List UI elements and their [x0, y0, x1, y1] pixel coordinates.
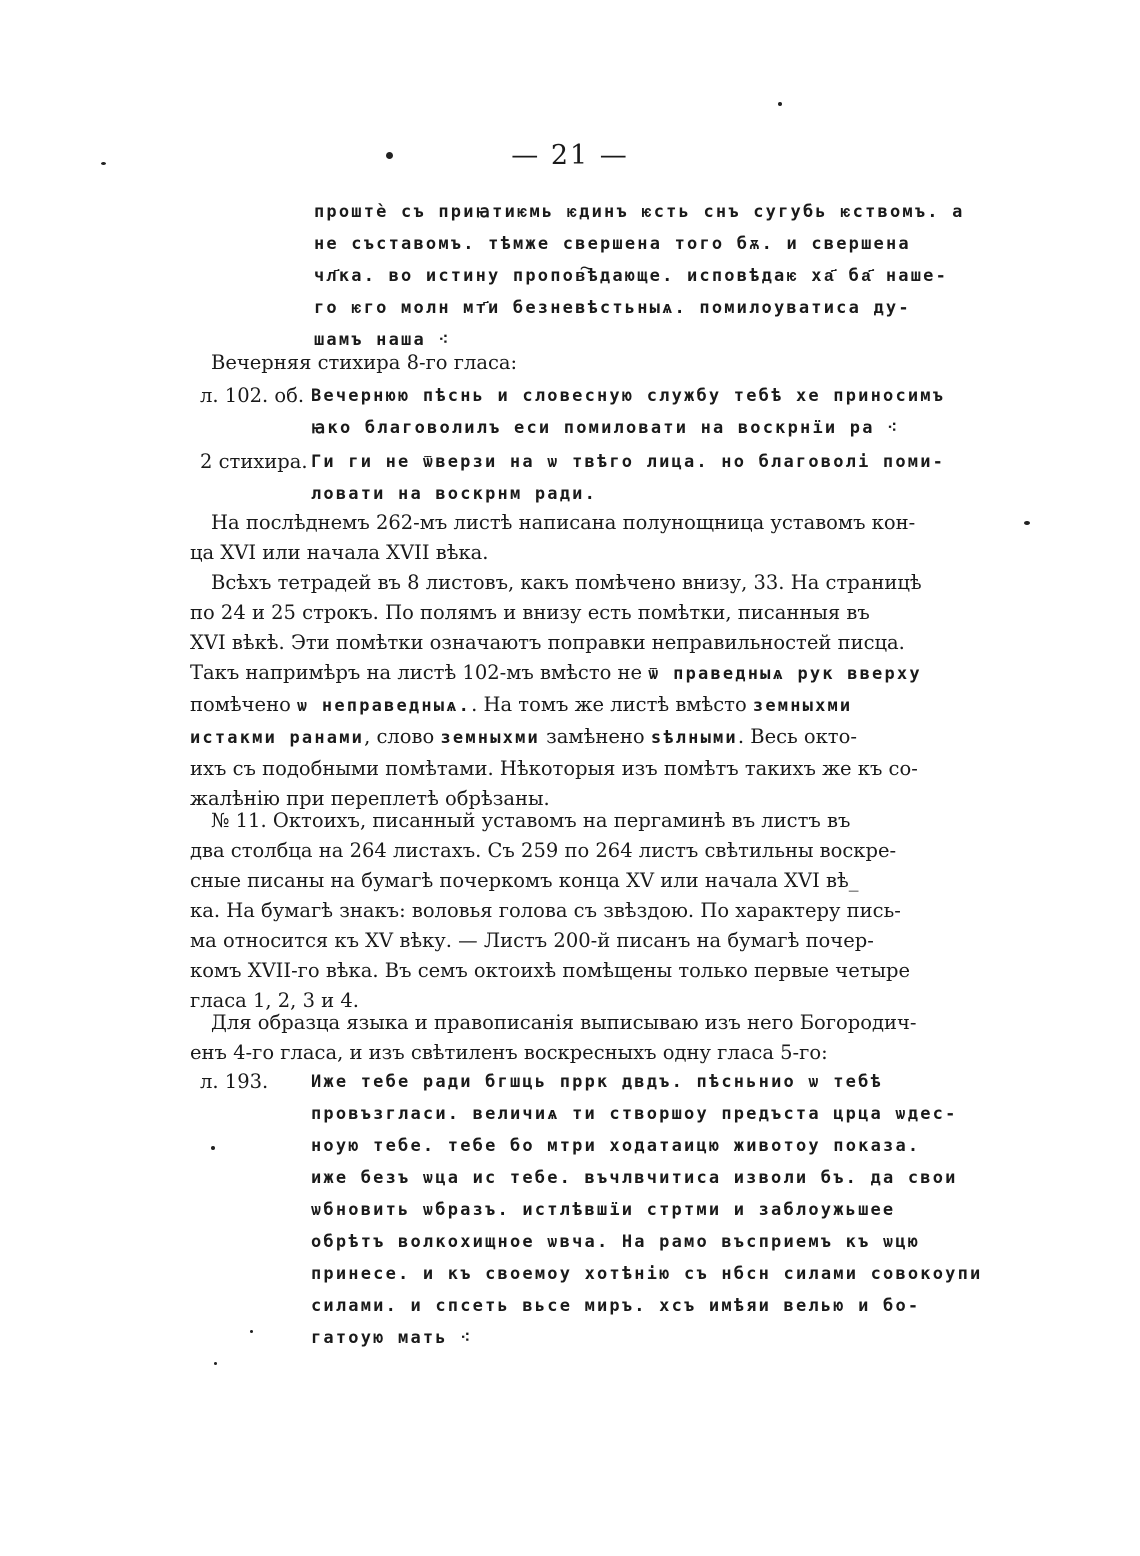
slavonic-inline: земныхми: [752, 696, 853, 716]
quote-line: провъзгласи. величиѧ ти створшоу предъста црца ѡдес-: [311, 1104, 958, 1124]
folio-label: л. 102. об.: [200, 384, 305, 407]
paragraph-octoechos-no-11: [190, 806, 910, 1016]
quote-line: проштѐ съ приꙗтиѥмь ѥдинъ ѥсть снъ сугубь ѥствомъ. а: [314, 202, 965, 222]
text-line: ца XVI или начала XVII вѣка.: [190, 541, 489, 564]
quote-line: чл҃ка. во истину пропов҇ѣдающе. исповѣдаѥ ха҃ ба҃ наше-: [314, 266, 949, 286]
text-fragment: . На томъ же листѣ вмѣсто: [471, 693, 747, 716]
text-line: гласа 1, 2, 3 и 4.: [190, 989, 359, 1012]
text-line: Всѣхъ тетрадей въ 8 листовъ, какъ помѣчено внизу, 33. На страницѣ: [211, 571, 922, 594]
paragraph-marginal-notes: [190, 568, 922, 814]
text-line: ихъ съ подобными помѣтами. Нѣкоторыя изъ помѣтъ такихъ же къ со-: [190, 757, 918, 780]
quote-line: ноую тебе. тебе бо мтри ходатаицю животоу показа.: [311, 1136, 921, 1156]
text-line: жалѣнію при переплетѣ обрѣзаны.: [190, 787, 550, 810]
text-line: по 24 и 25 строкъ. По полямъ и внизу есть помѣтки, писанныя въ: [190, 601, 870, 624]
text-line: енъ 4-го гласа, и изъ свѣтиленъ воскресныхъ одну гласа 5-го:: [190, 1041, 828, 1064]
ink-speck: [101, 162, 106, 165]
ink-speck: [1024, 521, 1030, 525]
text-line: комъ XVII-го вѣка. Въ семъ октоихѣ помѣщены только первые четыре: [190, 959, 911, 982]
text-fragment: помѣчено: [190, 693, 291, 716]
text-line: ма относится къ XV вѣку. — Листъ 200-й писанъ на бумагѣ почер-: [190, 929, 874, 952]
quote-line: Вечернюю пѣснь и словесную службу тебѣ хе приносимъ: [311, 386, 946, 406]
church-slavonic-quote-2: [311, 1066, 982, 1354]
text-line: два столбца на 264 листахъ. Съ 259 по 264 листъ свѣтильны воскре-: [190, 839, 897, 862]
paragraph-language-sample: [190, 1008, 916, 1068]
quote-line: гатоую мать ⁖: [311, 1328, 473, 1348]
slavonic-inline: ѿ праведныѧ рук вверху: [648, 664, 922, 684]
text-fragment: замѣнено: [546, 725, 645, 748]
ink-speck: [211, 1146, 215, 1150]
quote-line: принесе. и къ своемоу хотѣнію съ нбсн силами совокоупи: [311, 1264, 983, 1284]
text-line: [190, 658, 922, 690]
quote-line: иже безъ ѡца ис тебе. въчлвчитиса изволи бъ. да свои: [311, 1168, 958, 1188]
text-line: ка. На бумагѣ знакъ: воловья голова съ звѣздою. По характеру пись-: [190, 899, 901, 922]
paragraph-last-leaf: [190, 508, 916, 568]
text-line: XVI вѣкѣ. Эти помѣтки означаютъ поправки неправильностей писца.: [190, 631, 905, 654]
slavonic-inline: земныхми: [440, 728, 540, 748]
quote-line: шамъ наша ⁖: [314, 330, 451, 350]
sticheron-1: [311, 380, 945, 444]
text-line: [190, 722, 922, 754]
heading-vespers-sticheron: Вечерняя стихира 8-го гласа:: [211, 351, 518, 374]
ink-speck: [214, 1362, 217, 1365]
folio-label: л. 193.: [200, 1070, 269, 1093]
page-number: — 21 —: [511, 140, 629, 171]
text-fragment: Такъ напримѣръ на листѣ 102-мъ вмѣсто не: [190, 661, 643, 684]
quote-line: ꙗко благоволилъ еси помиловати на воскрнїи ра ⁖: [311, 418, 900, 438]
slavonic-inline: ѕѣлными: [650, 728, 738, 748]
ink-speck: [778, 102, 782, 106]
text-line: сные писаны на бумагѣ почеркомъ конца XV или начала XVI вѣ_: [190, 869, 859, 892]
sticheron-2: [311, 446, 945, 510]
quote-line: силами. и спсеть вьсе миръ. хсъ имѣяи велью и бо-: [311, 1296, 921, 1316]
ink-speck: [386, 152, 393, 159]
quote-line: Ги ги не ѿверзи на ѡ твѣго лица. но благоволі поми-: [311, 452, 946, 472]
quote-line: Иже тебе ради бгшць пррк двдъ. пѣсньнио ѡ тебѣ: [311, 1072, 883, 1092]
church-slavonic-quote-1: [314, 196, 965, 356]
quote-line: ловати на воскрнм ради.: [311, 484, 598, 504]
text-line: № 11. Октоихъ, писанный уставомъ на пергаминѣ въ листъ въ: [211, 809, 851, 832]
folio-label: 2 стихира.: [200, 450, 308, 473]
text-fragment: . Весь окто-: [737, 725, 857, 748]
slavonic-inline: истакми ранами: [190, 728, 365, 748]
quote-line: ѡбновить ѡбразъ. истлѣвшїи стртми и заблоужьшее: [311, 1200, 896, 1220]
text-fragment: , слово: [364, 725, 435, 748]
text-line: [190, 690, 922, 722]
text-line: На послѣднемъ 262-мъ листѣ написана полунощница уставомъ кон-: [211, 511, 916, 534]
ink-speck: [250, 1330, 253, 1333]
text-line: Для образца языка и правописанія выписываю изъ него Богородич-: [211, 1011, 917, 1034]
quote-line: не съставомъ. тѣмже свершена того бѫ. и свершена: [314, 234, 911, 254]
quote-line: обрѣтъ волкохищное ѡвча. На рамо въсприемъ къ ѡцю: [311, 1232, 921, 1252]
quote-line: го ѥго молн мт҃и безневѣстьныѧ. помилоуватиса ду-: [314, 298, 911, 318]
slavonic-inline: ѡ неправедныѧ.: [297, 696, 472, 716]
